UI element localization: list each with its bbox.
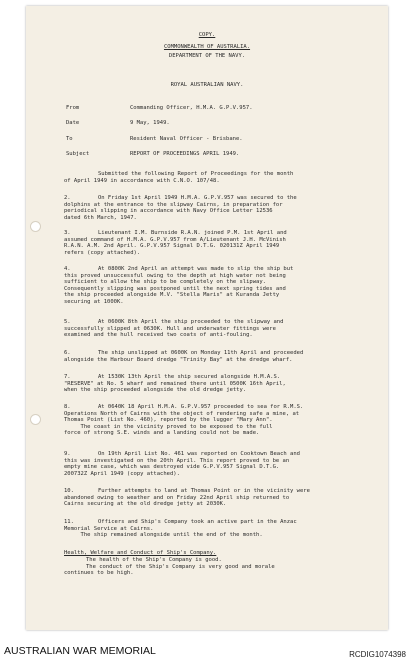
para-number: 8.: [64, 404, 71, 410]
archive-id: RCDIG1074398: [349, 650, 406, 659]
from-value: Commanding Officer, H.M.A. G.P.V.957.: [130, 105, 253, 111]
para-line: this proved unsuccessful owing to the depth at high water not being: [64, 272, 286, 279]
para-line: when the ship proceeded alongside the old dredge jetty.: [64, 387, 247, 393]
health-line: The health of the Ship's Company is good.: [86, 557, 222, 563]
para-line: securing at 1000K.: [64, 298, 124, 305]
archive-label: AUSTRALIAN WAR MEMORIAL: [4, 645, 156, 657]
para-line: At 1530K 13th April the ship secured alongside H.M.A.S.: [98, 374, 281, 380]
para-line: At 0600K 8th April the ship proceeded to the slipway and: [98, 319, 284, 325]
health-line: The conduct of the Ship's Company is very good and morale: [86, 563, 275, 570]
subject-value: REPORT OF PROCEEDINGS APRIL 1949.: [130, 151, 240, 157]
to-value: Resident Naval Officer - Brisbane.: [130, 136, 243, 142]
org-heading-3: ROYAL AUSTRALIAN NAVY.: [170, 82, 244, 88]
punch-hole-bottom: [30, 414, 41, 425]
para-line: Memorial Service at Cairns.: [64, 525, 154, 532]
para-line: empty mine case, which was destroyed vide G.P.V.957 Signal D.T.G.: [64, 464, 280, 470]
para-line: Lieutenant I.M. Burnside R.A.N. joined P.M. 1st April and: [98, 230, 287, 236]
para-line: The coast in the vicinity proved to be exposed to the full: [64, 423, 273, 430]
to-label: To: [66, 136, 73, 142]
date-label: Date: [66, 120, 80, 126]
para-line: On 19th April List No. 461 was reported on Cooktown Beach and: [98, 451, 300, 457]
document-page: [26, 6, 388, 630]
para-number: 7.: [64, 374, 71, 380]
para-line: At 0800K 2nd April an attempt was made to slip the ship but: [98, 266, 294, 272]
para-line: dated 6th March, 1947.: [64, 214, 137, 221]
para-number: 3.: [64, 230, 71, 236]
para-line: R.A.N. A.M. 2nd April. G.P.V.957 Signal D.T.G. 020131Z April 1949: [64, 243, 280, 249]
para-line: dolphins at the entrance to the slipway Cairns, in preparation for: [64, 201, 283, 208]
para-line: On Friday 1st April 1949 H.M.A. G.P.V.957 was secured to the: [98, 195, 297, 201]
para-line: Consequently slipping was postponed until the next spring tides and: [64, 285, 286, 292]
para-line: Cairns securing at the old dredge jetty at 2030K.: [64, 501, 227, 507]
health-line: continues to be high.: [64, 570, 134, 576]
para-line: sufficient to allow the ship to be completely on the slipway.: [64, 279, 266, 285]
para-number: 2.: [64, 195, 71, 201]
para-line: examined and the hull received two coats of anti-fouling.: [64, 332, 253, 338]
para-number: 9.: [64, 451, 71, 457]
copy-heading: COPY.: [198, 32, 216, 38]
para-line: force of strong S.E. winds and a landing could not be made.: [64, 430, 260, 436]
subject-label: Subject: [66, 151, 90, 157]
punch-hole-top: [30, 221, 41, 232]
health-heading: Health, Welfare and Conduct of Ship's Company.: [64, 550, 217, 556]
from-label: From: [66, 105, 80, 111]
para-line: The ship unslipped at 0600K on Monday 11th April and proceeded: [98, 350, 304, 356]
para-line: abandoned owing to weather and on Friday 22nd April ship returned to: [64, 494, 290, 501]
para-line: Operations North of Cairns with the object of rendering safe a mine, at: [64, 410, 300, 417]
para-number: 5.: [64, 319, 71, 325]
para-line: The ship remained alongside until the end of the month.: [64, 532, 263, 538]
para-line: Thomas Point (List No. 460), reported by the lugger "Mary Ann".: [64, 417, 273, 423]
para-line: this was investigated on the 20th April. This report proved to be an: [64, 457, 290, 464]
para-line: Further attempts to land at Thomas Point or in the vicinity were: [98, 488, 310, 494]
org-heading-2: DEPARTMENT OF THE NAVY.: [168, 53, 246, 59]
para-line: periodical slipping in accordance with Navy Office Letter 12536: [64, 208, 273, 214]
para-line: successfully slipped at 0630K. Hull and underwater fittings were: [64, 325, 276, 332]
para-line: assumed command of H.M.A. G.P.V.957 from A/Lieutenant J.H. McVinish: [64, 236, 286, 243]
org-heading-1: COMMONWEALTH OF AUSTRALIA.: [163, 44, 251, 50]
intro-line: of April 1949 in accordance with C.N.O. 107/48.: [64, 178, 220, 184]
para-line: Officers and Ship's Company took an active part in the Anzac: [98, 519, 297, 525]
intro-line: Submitted the following Report of Proceedings for the month: [98, 171, 294, 177]
date-value: 9 May, 1949.: [130, 120, 170, 126]
para-number: 6.: [64, 350, 71, 356]
para-line: the ship proceeded alongside M.V. "Stella Maris" at Kuranda Jetty: [64, 292, 280, 298]
para-line: alongside the Harbour Board dredge "Trinity Bay" at the dredge wharf.: [64, 356, 293, 363]
para-number: 4.: [64, 266, 71, 272]
para-line: refers (copy attached).: [64, 249, 141, 256]
para-number: 10.: [64, 488, 74, 494]
para-number: 11.: [64, 519, 74, 525]
para-line: "RESERVE" at No. 5 wharf and remained there until 0500K 16th April,: [64, 380, 286, 387]
para-line: 200732Z April 1949 (copy attached).: [64, 470, 180, 477]
para-line: At 0640K 18 April H.M.A. G.P.V.957 proceeded to sea for R.M.S.: [98, 404, 304, 410]
